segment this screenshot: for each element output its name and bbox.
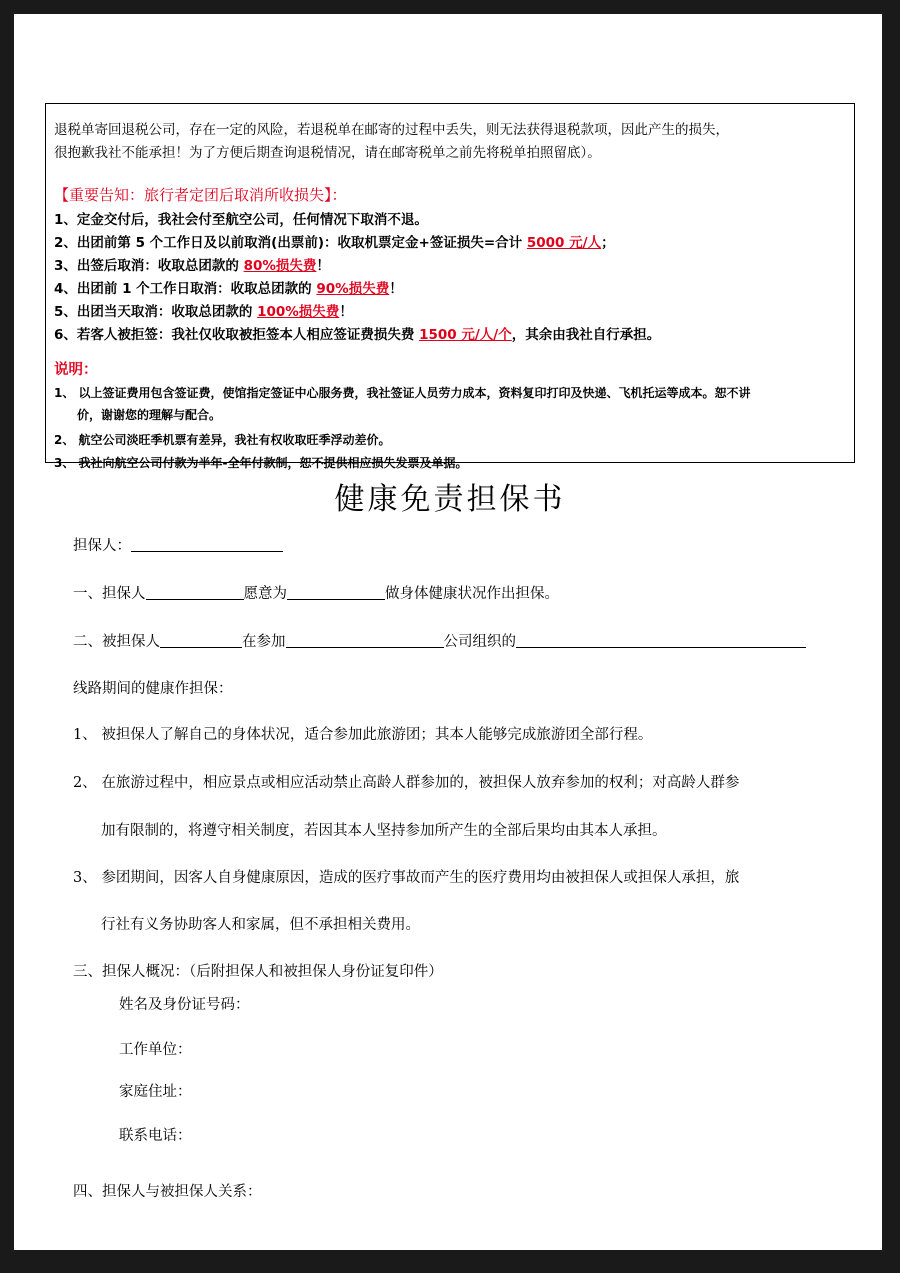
fee-highlight: 80%损失费 xyxy=(243,258,317,274)
notice-item-6: 6、若客人被拒签：我社仅收取被拒签本人相应签证费损失费 1500 元/人/个，其余由我社自行承担。 xyxy=(54,327,661,343)
field-phone: 联系电话： xyxy=(119,1128,192,1144)
fee-highlight: 5000 元/人 xyxy=(526,235,602,251)
route-blank[interactable] xyxy=(516,633,806,648)
field-work-unit: 工作单位： xyxy=(119,1042,192,1058)
field-home-address: 家庭住址： xyxy=(119,1084,192,1100)
important-notice-title: 【重要告知：旅行者定团后取消所收损失】： xyxy=(54,186,347,204)
guarantor-blank[interactable] xyxy=(131,537,283,552)
section-4: 四、担保人与被担保人关系： xyxy=(73,1184,262,1200)
explain-item-1: 1、 以上签证费用包含签证费，使馆指定签证中心服务费，我社签证人员劳力成本，资料复印打印及快递、飞机托运等成本。恕不讲 xyxy=(54,386,751,400)
notice-item-4: 4、出团前 1 个工作日取消：收取总团款的 90%损失费！ xyxy=(54,281,403,297)
fee-highlight: 90%损失费 xyxy=(316,281,390,297)
clause-3-cont: 行社有义务协助客人和家属，但不承担相关费用。 xyxy=(101,917,420,933)
intro-line-1: 退税单寄回退税公司，存在一定的风险，若退税单在邮寄的过程中丢失，则无法获得退税款项，因此产生的损失， xyxy=(54,122,729,138)
clause-3: 3、 参团期间，因客人自身健康原因，造成的医疗事故而产生的医疗费用均由被担保人或担保人承担，旅 xyxy=(73,870,740,886)
section-1: 一、担保人 愿意为 做身体健康状况作出担保。 xyxy=(73,586,559,602)
section-2: 二、被担保人 在参加 公司组织的 xyxy=(73,630,806,651)
explain-item-3: 3、 我社向航空公司付款为半年-全年付款制，恕不提供相应损失发票及单据。 xyxy=(54,456,468,470)
fee-highlight: 100%损失费 xyxy=(257,304,340,320)
company-blank[interactable] xyxy=(286,633,444,648)
guaranteed-person-blank[interactable] xyxy=(160,633,242,648)
section-3: 三、担保人概况：（后附担保人和被担保人身份证复印件） xyxy=(73,964,443,980)
explain-item-2: 2、 航空公司淡旺季机票有差异，我社有权收取旺季浮动差价。 xyxy=(54,433,391,447)
clause-2-cont: 加有限制的，将遵守相关制度，若因其本人坚持参加所产生的全部后果均由其本人承担。 xyxy=(101,823,667,839)
field-name-id: 姓名及身份证号码： xyxy=(119,997,250,1013)
cancellation-notice-box xyxy=(45,103,855,470)
guarantor-line: 担保人： xyxy=(73,534,283,555)
guaranteed-name-blank[interactable] xyxy=(287,585,385,600)
notice-item-5: 5、出团当天取消：收取总团款的 100%损失费！ xyxy=(54,304,353,320)
clause-1: 1、 被担保人了解自己的身体状况，适合参加此旅游团；其本人能够完成旅游团全部行程。 xyxy=(73,727,653,743)
notice-item-3: 3、出签后取消：收取总团款的 80%损失费！ xyxy=(54,258,330,274)
notice-item-2: 2、出团前第 5 个工作日及以前取消(出票前)：收取机票定金+签证损失=合计 5000 元/人； xyxy=(54,235,615,251)
explain-item-1-cont: 价，谢谢您的理解与配合。 xyxy=(77,408,222,422)
clause-2: 2、 在旅游过程中，相应景点或相应活动禁止高龄人群参加的，被担保人放弃参加的权利；对高龄人群参 xyxy=(73,775,740,791)
page-title: 健康免责担保书 xyxy=(334,482,566,517)
intro-line-2: 很抱歉我社不能承担！为了方便后期查询退税情况，请在邮寄税单之前先将税单拍照留底）。 xyxy=(54,145,601,161)
fee-highlight: 1500 元/人/个 xyxy=(419,327,512,343)
explain-title: 说明： xyxy=(54,362,98,378)
guarantor-name-blank[interactable] xyxy=(146,585,244,600)
section-2-cont: 线路期间的健康作担保： xyxy=(73,681,233,697)
notice-item-1: 1、定金交付后，我社会付至航空公司，任何情况下取消不退。 xyxy=(54,212,428,228)
